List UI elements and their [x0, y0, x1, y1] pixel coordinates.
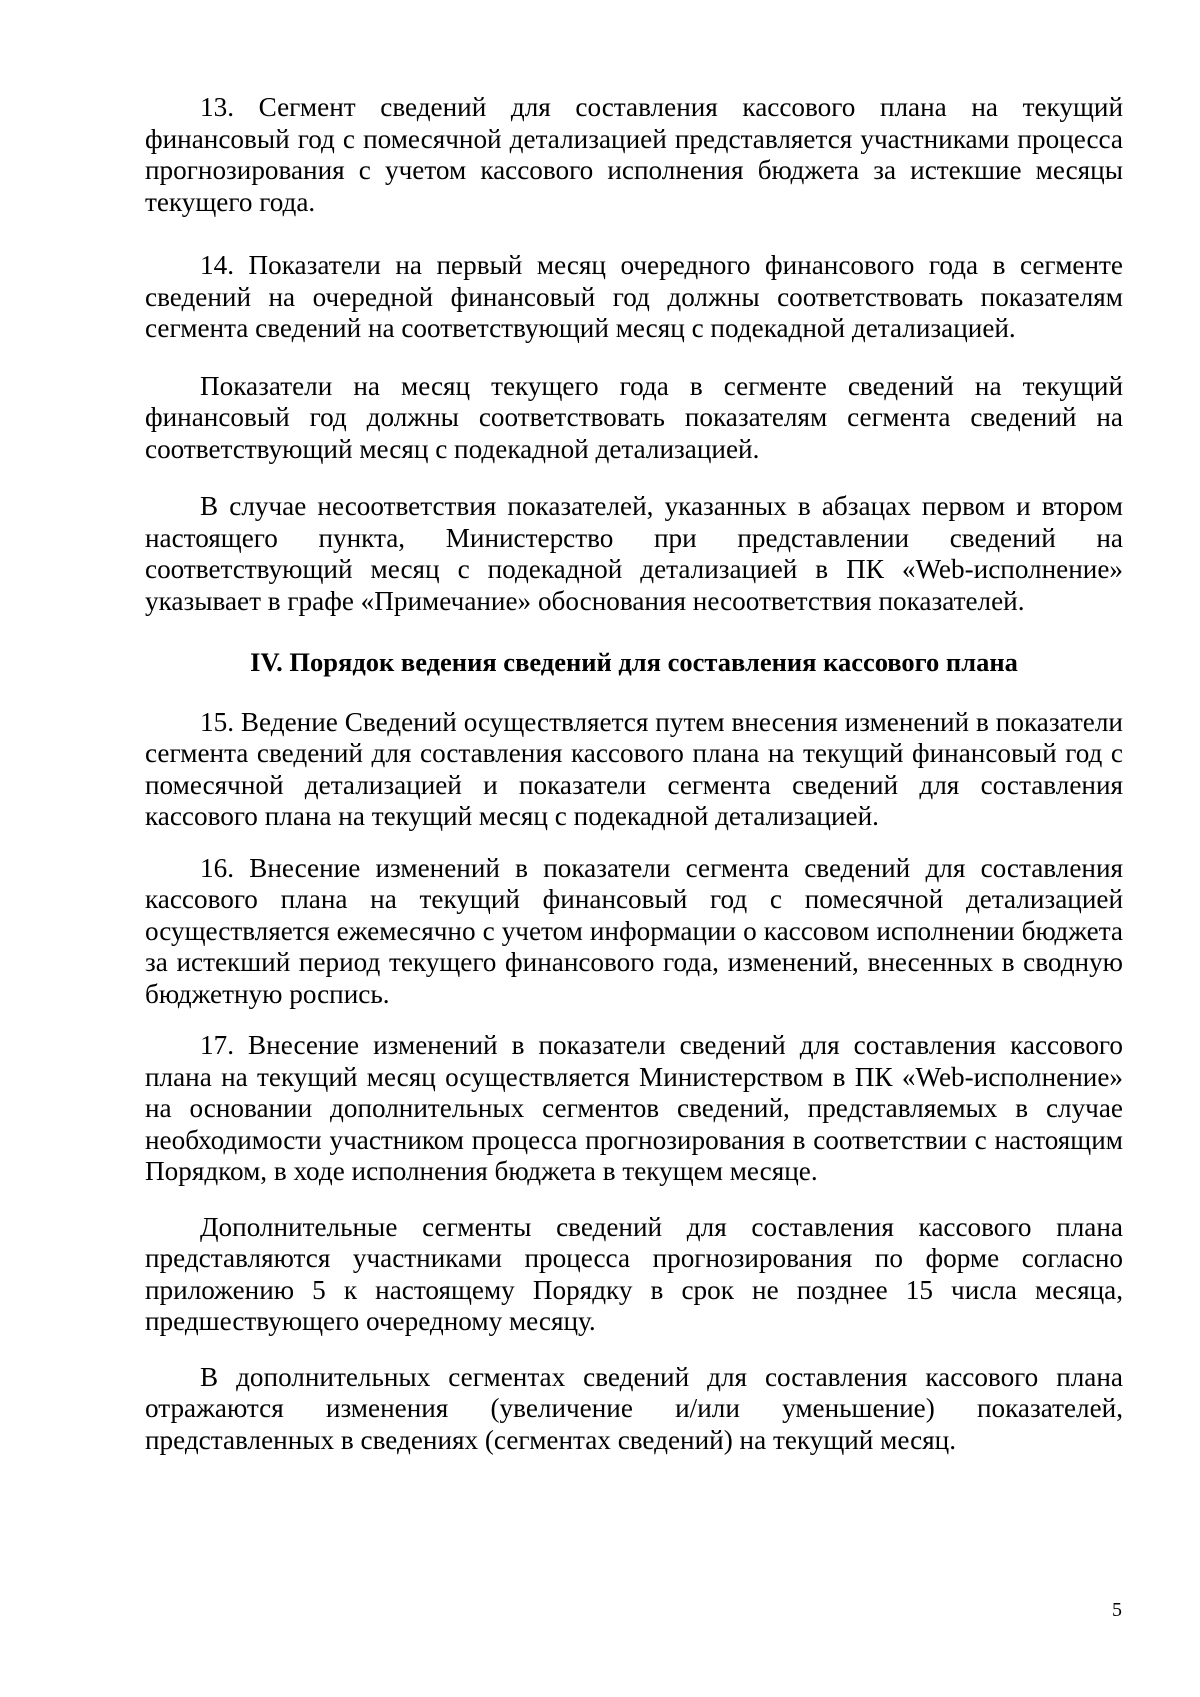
paragraph-14-third: В случае несоответствия показателей, указанных в абзацах первом и втором настоящего пункта, Министерство при представлении сведений на соответствующий месяц с подекадной детализацией в ПК «Web-исполнение» указывает в графе «Примечание» обоснования несоответствия показателей.	[145, 491, 1123, 616]
paragraph-17-second: Дополнительные сегменты сведений для составления кассового плана представляются участниками процесса прогнозирования по форме согласно приложению 5 к настоящему Порядку в срок не позднее 15 числа месяца, предшествующего очередному месяцу.	[145, 1211, 1123, 1336]
paragraph-13: 13. Сегмент сведений для составления кассового плана на текущий финансовый год с помесячной детализацией представляется участниками процесса прогнозирования с учетом кассового исполнения бюджета за истекшие месяцы текущего года.	[145, 92, 1123, 217]
paragraph-15: 15. Ведение Сведений осуществляется путем внесения изменений в показатели сегмента сведений для составления кассового плана на текущий финансовый год с помесячной детализацией и показатели сегмента сведений для составления кассового плана на текущий месяц с подекадной детализацией.	[145, 706, 1123, 831]
paragraph-16: 16. Внесение изменений в показатели сегмента сведений для составления кассового плана на текущий финансовый год с помесячной детализацией осуществляется ежемесячно с учетом информации о кассовом исполнении бюджета за истекший период текущего финансового года, изменений, внесенных в сводную бюджетную роспись.	[145, 852, 1123, 1009]
paragraph-14: 14. Показатели на первый месяц очередного финансового года в сегменте сведений на очередной финансовый год должны соответствовать показателям сегмента сведений на соответствующий месяц с подекадной детализацией.	[145, 250, 1123, 343]
page-number: 5	[1112, 1599, 1122, 1621]
paragraph-17: 17. Внесение изменений в показатели сведений для составления кассового плана на текущий месяц осуществляется Министерством в ПК «Web-исполнение» на основании дополнительных сегментов сведений, представляемых в случае необходимости участником процесса прогнозирования в соответствии с настоящим Порядком, в ходе исполнения бюджета в текущем месяце.	[145, 1030, 1123, 1186]
document-page	[145, 92, 1123, 1456]
paragraph-17-third: В дополнительных сегментах сведений для составления кассового плана отражаются изменения (увеличение и/или уменьшение) показателей, представленных в сведениях (сегментах сведений) на текущий месяц.	[145, 1361, 1123, 1455]
paragraph-14-second: Показатели на месяц текущего года в сегменте сведений на текущий финансовый год должны соответствовать показателям сегмента сведений на соответствующий месяц с подекадной детализацией.	[145, 370, 1123, 464]
section-heading: IV. Порядок ведения сведений для составления кассового плана	[250, 647, 1018, 677]
